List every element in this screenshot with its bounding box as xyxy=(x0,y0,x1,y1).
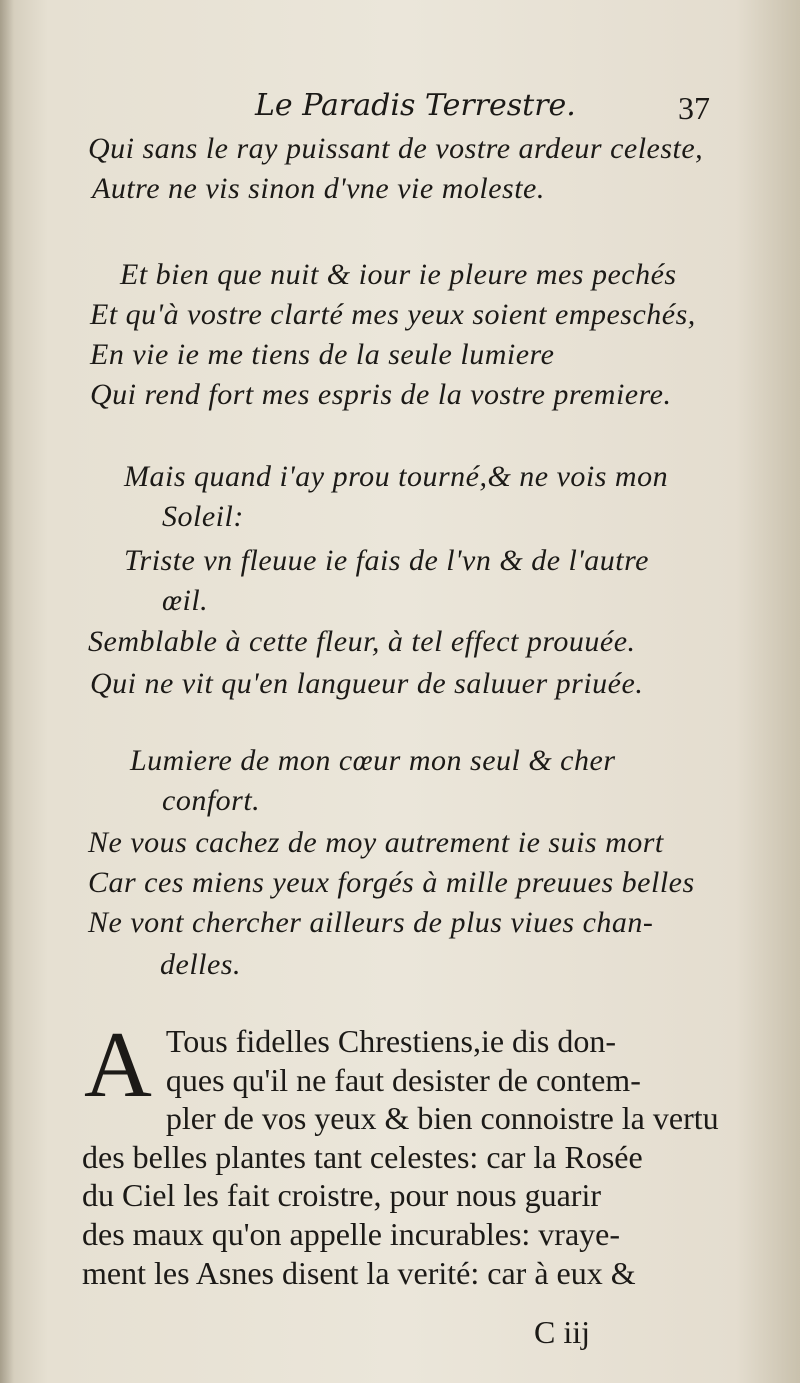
verse-line: Semblable à cette fleur, à tel effect prouuée. xyxy=(88,625,636,658)
verse-line: En vie ie me tiens de la seule lumiere xyxy=(90,338,555,371)
verse-line: Qui sans le ray puissant de vostre ardeur celeste, xyxy=(88,132,704,165)
verse-line: confort. xyxy=(162,784,261,817)
page-header xyxy=(0,88,800,128)
page-fold-shadow xyxy=(0,0,14,1383)
verse-line: delles. xyxy=(160,948,241,981)
running-title: Le Paradis Terrestre. xyxy=(255,88,576,123)
verse-line: Et bien que nuit & iour ie pleure mes pechés xyxy=(120,258,677,291)
verse-line: Qui rend fort mes espris de la vostre premiere. xyxy=(90,378,672,411)
page-number: 37 xyxy=(678,90,710,126)
prose-line: ques qu'il ne faut desister de contem- xyxy=(165,1061,641,1098)
verse-line: Soleil: xyxy=(162,500,244,533)
verse-line: Ne vous cachez de moy autrement ie suis mort xyxy=(88,826,664,859)
verse-line: Qui ne vit qu'en langueur de saluuer priuée. xyxy=(90,667,644,700)
verse-line: Triste vn fleuue ie fais de l'vn & de l'autre xyxy=(124,544,649,577)
verse-line: Et qu'à vostre clarté mes yeux soient empeschés, xyxy=(90,298,696,331)
verse-line: œil. xyxy=(162,584,209,617)
verse-line: Autre ne vis sinon d'vne vie moleste. xyxy=(92,172,545,205)
verse-line: Lumiere de mon cœur mon seul & cher xyxy=(130,744,616,777)
verse-line: Mais quand i'ay prou tourné,& ne vois mon xyxy=(124,460,669,493)
prose-line: du Ciel les fait croistre, pour nous guarir xyxy=(82,1177,601,1214)
signature-mark: C iij xyxy=(534,1314,591,1350)
prose-line: ment les Asnes disent la verité: car à eux & xyxy=(82,1254,636,1291)
prose-line: pler de vos yeux & bien connoistre la vertu xyxy=(165,1100,719,1137)
drop-cap: A xyxy=(84,1013,152,1117)
verse-line: Ne vont chercher ailleurs de plus viues chan- xyxy=(88,906,654,939)
verse-line: Car ces miens yeux forgés à mille preuues belles xyxy=(88,866,695,899)
prose-line: des belles plantes tant celestes: car la Rosée xyxy=(82,1138,643,1175)
prose-paragraph xyxy=(82,1013,722,1292)
prose-line: des maux qu'on appelle incurables: vraye- xyxy=(82,1215,621,1252)
prose-line: Tous fidelles Chrestiens,ie dis don- xyxy=(165,1023,617,1059)
